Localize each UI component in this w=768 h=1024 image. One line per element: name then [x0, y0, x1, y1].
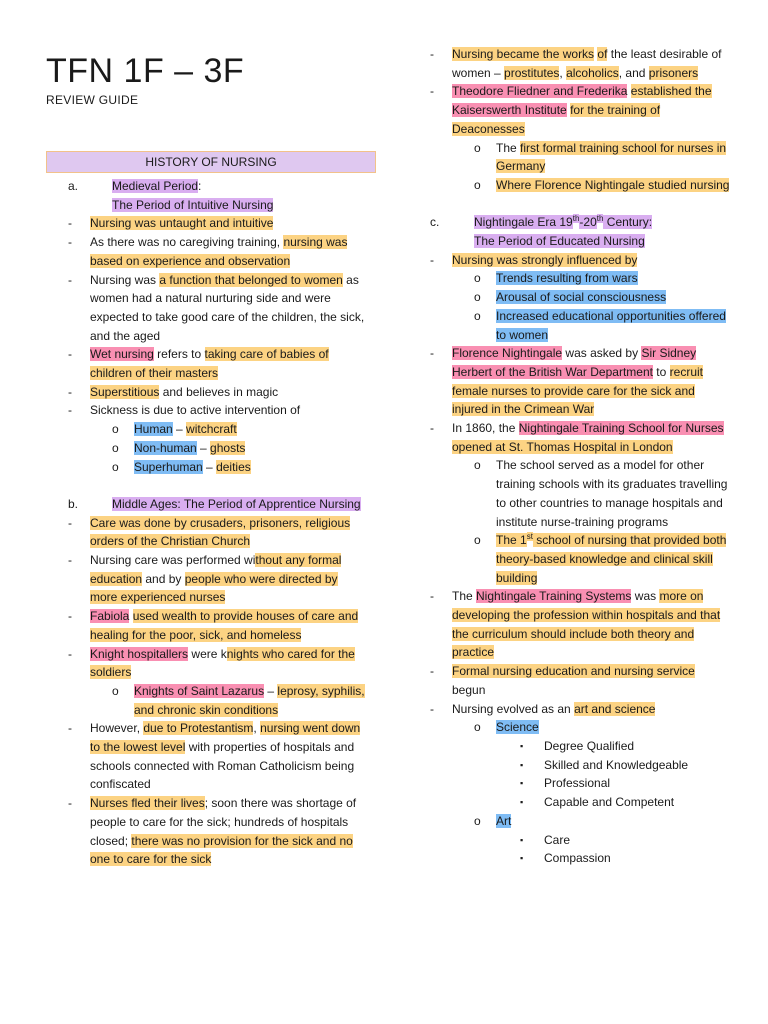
list-marker: ▪ [520, 834, 524, 845]
blue-highlight: Increased educational opportunities offered to women [496, 308, 726, 342]
item-text [452, 45, 730, 82]
text-run: as women had a natural nurturing side and were expected to take good care of the children, the sick, and the aged [90, 272, 365, 343]
text-run: Professional [544, 776, 611, 791]
bullet-item [68, 794, 368, 869]
yellow-highlight: deities [216, 459, 251, 474]
list-marker: - [430, 664, 434, 679]
pink-highlight: Sir Sidney Herbert of the British War Department [452, 346, 697, 379]
yellow-highlight: thout any formal education [90, 553, 342, 586]
list-marker: - [430, 589, 434, 604]
yellow-highlight: nursing was based on experience and observation [90, 235, 348, 268]
bullet-item [68, 345, 368, 382]
blue-highlight: Human [134, 422, 173, 437]
text-run: the least desirable of women – [452, 47, 722, 80]
pink-highlight: Nightingale Training School for Nurses [518, 421, 724, 436]
yellow-highlight: nursing went down to the lowest level [90, 721, 361, 755]
yellow-highlight: a function that belonged to women [159, 272, 343, 287]
item-text [452, 700, 730, 719]
list-marker: o [474, 813, 481, 828]
bullet-item [430, 419, 730, 456]
item-text [474, 213, 730, 232]
yellow-highlight: alcoholics [566, 65, 619, 80]
list-marker: - [68, 609, 72, 624]
item-text [90, 345, 368, 382]
item-text [496, 307, 730, 344]
list-marker: o [112, 440, 119, 455]
text-run: Degree Qualified [544, 739, 635, 753]
item-text [90, 514, 368, 551]
blue-highlight: Science [496, 720, 539, 735]
list-marker: o [474, 140, 481, 155]
square-bullet-item [520, 756, 730, 775]
bullet-item [68, 607, 368, 644]
item-text [452, 82, 730, 138]
bullet-item [430, 45, 730, 82]
bullet-item [68, 383, 368, 402]
text-run: – [264, 683, 278, 698]
item-text [496, 139, 730, 176]
section-heading [68, 177, 368, 196]
list-marker: - [68, 721, 72, 736]
yellow-highlight: established the [630, 84, 712, 99]
list-marker: - [68, 515, 72, 530]
yellow-highlight: taking care of babies of children of their masters [90, 347, 329, 381]
list-marker: - [430, 252, 434, 267]
square-bullet-item [520, 831, 730, 850]
yellow-highlight: Nurses fled their lives [90, 796, 205, 811]
text-run: begun [452, 682, 486, 697]
sub-bullet-item [474, 139, 730, 176]
square-bullet-item [520, 793, 730, 812]
item-text [496, 812, 730, 831]
pink-highlight: Theodore Fliedner and Frederika [452, 84, 628, 99]
text-run: – [172, 422, 187, 437]
pink-highlight: Nightingale Training Systems [476, 589, 632, 604]
text-run: refers to [153, 347, 205, 362]
item-text [90, 214, 368, 233]
section-header: HISTORY OF NURSING [46, 151, 376, 173]
purple-highlight: Medieval Period [112, 179, 199, 193]
item-text [452, 419, 730, 456]
sub-bullet-item [474, 288, 730, 307]
list-marker: - [68, 796, 72, 811]
yellow-highlight: art and science [574, 701, 656, 716]
bullet-item [68, 514, 368, 551]
spacer [68, 476, 368, 495]
yellow-highlight: used wealth to provide houses of care and healing for the poor, sick, and homeless [90, 609, 359, 642]
item-text [134, 682, 368, 719]
blue-highlight: Art [496, 813, 512, 828]
text-run: The school served as a model for other training schools with its graduates travelling to other countries to manage hospitals and institute nurse-training programs [496, 458, 728, 529]
text-run: with properties of hospitals and schools connected with Roman Catholicism being confiscated [90, 740, 355, 792]
item-text [134, 420, 368, 439]
item-text [90, 607, 368, 644]
sub-bullet-item [112, 439, 368, 458]
bullet-item [430, 662, 730, 699]
list-marker: ▪ [520, 778, 524, 789]
text-run: Skilled and Knowledgeable [544, 757, 689, 772]
text-run: In 1860, the [452, 421, 519, 436]
text-run: was asked by [562, 346, 642, 361]
text-run: Nursing was [90, 272, 160, 287]
bullet-item [430, 344, 730, 419]
list-marker: - [68, 384, 72, 399]
list-marker: - [68, 553, 72, 568]
list-marker: - [430, 346, 434, 361]
text-run: , and [618, 65, 649, 80]
text-run: As there was no caregiving training, [90, 235, 284, 250]
item-text [544, 849, 730, 868]
item-text [496, 718, 730, 737]
list-marker: ▪ [520, 741, 524, 751]
item-text [452, 344, 730, 419]
list-marker: ▪ [520, 759, 524, 770]
purple-highlight: th [572, 214, 580, 224]
item-text [90, 794, 368, 869]
list-marker: o [474, 308, 481, 323]
text-run: , [253, 721, 261, 736]
sub-bullet-item [474, 812, 730, 831]
list-marker: - [430, 47, 434, 61]
item-text [544, 737, 730, 756]
square-bullet-item [520, 849, 730, 868]
text-run: The [496, 140, 521, 155]
list-marker: - [68, 646, 72, 661]
yellow-highlight: Formal nursing education and nursing service [452, 664, 695, 679]
yellow-highlight: first formal training school for nurses in Germany [496, 140, 727, 174]
sub-bullet-item [474, 176, 730, 195]
text-run: Nursing care was performed wi [90, 553, 256, 568]
item-text [112, 196, 368, 215]
item-text [90, 271, 368, 346]
yellow-highlight: Superstitious [90, 384, 160, 399]
item-text [474, 232, 730, 251]
document-subtitle: REVIEW GUIDE [46, 93, 139, 107]
yellow-highlight: of [597, 47, 608, 61]
left-column [68, 177, 368, 869]
purple-highlight: Century: [603, 215, 653, 230]
text-run: : [198, 179, 202, 193]
list-marker: - [430, 84, 434, 99]
yellow-highlight: Where Florence Nightingale studied nursing [496, 177, 730, 192]
yellow-highlight: there was no provision for the sick and no one to care for the sick [90, 833, 353, 867]
pink-highlight: Fabiola [90, 609, 130, 624]
text-run: was [631, 589, 660, 604]
text-run: Sickness is due to active intervention of [90, 403, 301, 418]
item-text [112, 495, 368, 514]
bullet-item [68, 645, 368, 682]
section-heading [430, 213, 730, 232]
document-title: TFN 1F – 3F [46, 52, 245, 90]
item-text [90, 719, 368, 794]
list-marker: a. [68, 179, 79, 193]
item-text [134, 439, 368, 458]
list-marker: o [112, 422, 119, 437]
pink-highlight: Wet nursing [90, 347, 154, 362]
square-bullet-item [520, 774, 730, 793]
list-marker: - [68, 347, 72, 362]
list-marker: c. [430, 215, 440, 230]
text-run: Compassion [544, 851, 611, 866]
yellow-highlight: recruit female nurses to provide care for the sick and injured in the Crimean War [452, 364, 703, 417]
item-text [90, 383, 368, 402]
purple-highlight: - [579, 215, 584, 230]
pink-highlight: Knight hospitallers [90, 646, 189, 661]
text-run: Capable and Competent [544, 795, 675, 810]
sub-bullet-item [474, 531, 730, 587]
list-marker: b. [68, 496, 79, 511]
item-text [90, 233, 368, 270]
bullet-item [68, 214, 368, 233]
yellow-highlight: prostitutes [504, 65, 560, 80]
bullet-item [430, 251, 730, 270]
list-marker: - [68, 272, 72, 287]
blue-highlight: Arousal of social consciousness [496, 290, 667, 305]
purple-highlight: The Period of Educated Nursing [474, 234, 645, 249]
list-marker: o [474, 177, 481, 192]
item-text [90, 401, 368, 420]
list-marker: - [68, 235, 72, 250]
section-heading [430, 232, 730, 251]
yellow-highlight: Nursing was untaught and intuitive [90, 216, 274, 231]
list-marker: o [474, 720, 481, 735]
spacer [430, 195, 730, 214]
item-text [90, 645, 368, 682]
section-heading [68, 196, 368, 215]
yellow-highlight: leprosy, syphilis, and chronic skin conditions [134, 683, 365, 717]
text-run: to [652, 364, 670, 379]
bullet-item [68, 271, 368, 346]
bullet-item [430, 82, 730, 138]
list-marker: o [112, 459, 119, 474]
purple-highlight: Middle Ages: The Period of Apprentice Nursing [112, 496, 361, 511]
sub-bullet-item [112, 420, 368, 439]
bullet-item [68, 719, 368, 794]
item-text [496, 269, 730, 288]
blue-highlight: Trends resulting from wars [496, 271, 638, 286]
yellow-highlight: Nursing became the works [452, 47, 595, 61]
item-text [90, 551, 368, 607]
item-text [544, 831, 730, 850]
bullet-item [68, 551, 368, 607]
yellow-highlight: due to Protestantism [143, 721, 254, 736]
right-column [430, 45, 730, 868]
list-marker: ▪ [520, 797, 524, 808]
yellow-highlight: prisoners [648, 65, 699, 80]
text-run: – [196, 440, 211, 455]
yellow-highlight: st [526, 532, 533, 542]
list-marker: - [430, 421, 434, 436]
pink-highlight: Kaiserswerth Institute [452, 103, 567, 118]
sub-bullet-item [112, 458, 368, 477]
text-run: – [202, 459, 217, 474]
list-marker: o [474, 458, 481, 473]
item-text [496, 531, 730, 587]
square-bullet-item [520, 737, 730, 756]
purple-highlight: The Period of Intuitive Nursing [112, 197, 274, 212]
section-heading [68, 495, 368, 514]
item-text [452, 662, 730, 699]
list-marker: o [474, 271, 481, 286]
sub-bullet-item [474, 269, 730, 288]
item-text [112, 177, 368, 196]
list-marker: - [68, 403, 72, 418]
yellow-highlight: Nursing was strongly influenced by [452, 252, 638, 267]
pink-highlight: Knights of Saint Lazarus [134, 683, 265, 698]
item-text [544, 793, 730, 812]
item-text [544, 774, 730, 793]
yellow-highlight: ghosts [210, 440, 246, 455]
list-marker: o [474, 533, 481, 548]
list-marker: - [430, 701, 434, 716]
text-run: However, [90, 721, 144, 736]
text-run: Care [544, 832, 571, 847]
item-text [496, 176, 730, 195]
purple-highlight: Nightingale Era 19 [474, 215, 573, 230]
blue-highlight: Non-human [134, 440, 197, 455]
text-run: The [452, 589, 477, 604]
purple-highlight: th [596, 214, 604, 224]
yellow-highlight: more on developing the profession within hospitals and that the curriculum should include both theory and practice [452, 589, 721, 660]
item-text [134, 458, 368, 477]
bullet-item [68, 233, 368, 270]
bullet-item [430, 587, 730, 662]
yellow-highlight: nights who cared for the soldiers [90, 646, 355, 680]
text-run: ; soon there was shortage of people to care for the sick; hundreds of hospitals closed; [90, 796, 357, 848]
item-text [452, 587, 730, 662]
yellow-highlight: The 1 [496, 533, 527, 548]
item-text [544, 756, 730, 775]
yellow-highlight: people who were directed by more experienced nurses [90, 571, 338, 605]
yellow-highlight: Care was done by crusaders, prisoners, religious orders of the Christian Church [90, 515, 351, 549]
yellow-highlight: school of nursing that provided both theory-based knowledge and clinical skill building [496, 533, 727, 585]
item-text [496, 456, 730, 531]
purple-highlight: 20 [583, 215, 597, 230]
text-run: , [559, 65, 567, 80]
yellow-highlight: for the training of Deaconesses [452, 103, 661, 136]
list-marker: o [474, 290, 481, 305]
pink-highlight: Florence Nightingale [452, 346, 563, 361]
bullet-item [68, 401, 368, 420]
text-run: were k [188, 646, 227, 661]
item-text [496, 288, 730, 307]
text-run: and by [142, 571, 185, 586]
sub-bullet-item [112, 682, 368, 719]
sub-bullet-item [474, 718, 730, 737]
list-marker: o [112, 683, 119, 698]
text-run: and believes in magic [159, 384, 279, 399]
blue-highlight: Superhuman [134, 459, 203, 474]
bullet-item [430, 700, 730, 719]
yellow-highlight: opened at St. Thomas Hospital in London [452, 439, 673, 454]
sub-bullet-item [474, 307, 730, 344]
text-run: Nursing evolved as an [452, 701, 575, 716]
yellow-highlight: witchcraft [186, 422, 237, 437]
list-marker: - [68, 216, 72, 231]
list-marker: ▪ [520, 853, 524, 864]
sub-bullet-item [474, 456, 730, 531]
item-text [452, 251, 730, 270]
